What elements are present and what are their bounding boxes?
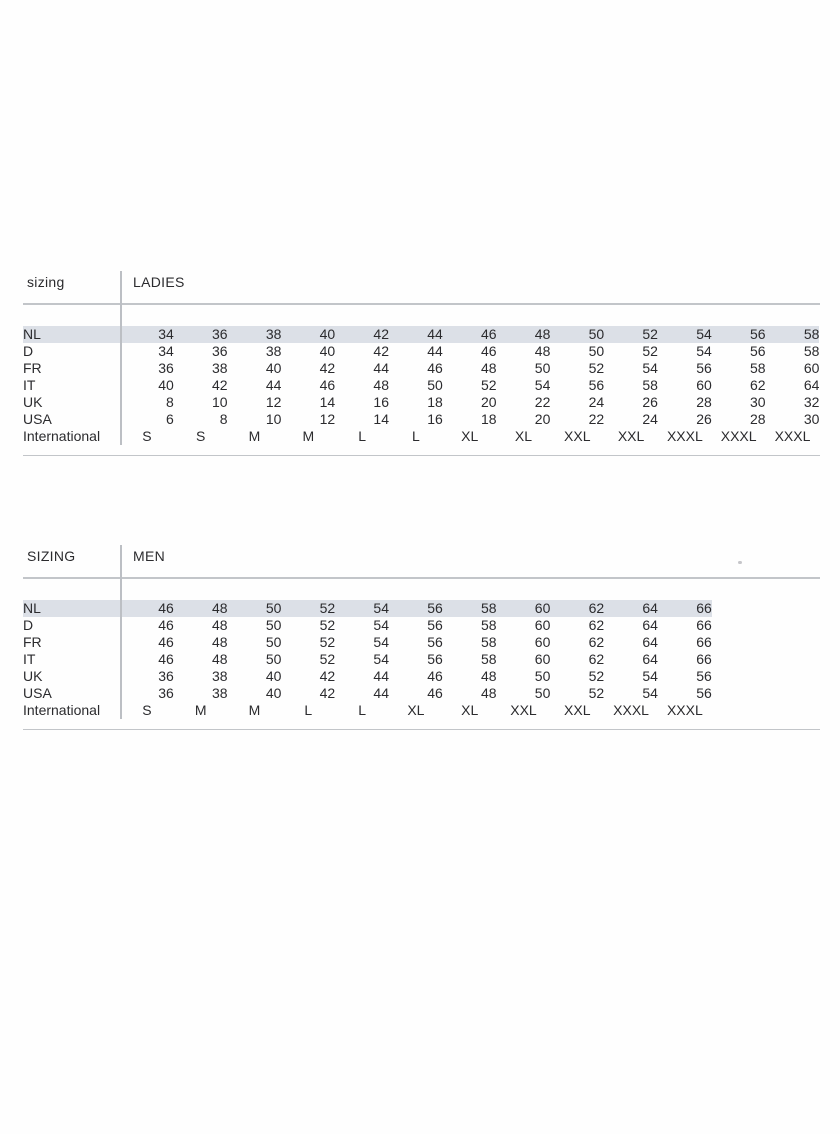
size-cell: 58 <box>749 359 766 376</box>
row-label: NL <box>23 326 120 343</box>
size-cell: 38 <box>212 667 228 684</box>
size-cell: 58 <box>443 600 497 617</box>
size-cell: 14 <box>373 410 389 427</box>
size-cell: 54 <box>335 600 389 617</box>
size-cell: 44 <box>427 342 443 359</box>
size-cell: 64 <box>642 650 658 667</box>
size-cell: 48 <box>174 600 228 617</box>
size-cell: 56 <box>427 650 443 667</box>
size-cell: 26 <box>642 393 658 410</box>
size-cell: 42 <box>335 326 389 343</box>
size-cell: M <box>302 427 315 444</box>
size-cell: 66 <box>658 600 712 617</box>
size-cell: 10 <box>212 393 228 410</box>
size-cell: 64 <box>642 633 658 650</box>
size-cell: 48 <box>373 376 389 393</box>
table-row <box>23 377 819 394</box>
size-cell: L <box>411 427 420 444</box>
row-label: IT <box>23 650 36 667</box>
size-cell: 48 <box>497 326 551 343</box>
size-cell: 34 <box>120 326 174 343</box>
size-cell: 44 <box>389 326 443 343</box>
size-cell: 58 <box>642 376 658 393</box>
size-cell: M <box>248 427 261 444</box>
size-cell: 42 <box>319 359 336 376</box>
size-cell: 20 <box>534 410 551 427</box>
size-cell: 50 <box>588 342 605 359</box>
size-cell: 28 <box>749 410 766 427</box>
size-cell: 60 <box>696 376 712 393</box>
size-cell: 50 <box>265 650 282 667</box>
table-group-title: LADIES <box>133 274 185 290</box>
size-cell: 38 <box>265 342 282 359</box>
size-cell: XL <box>461 701 479 718</box>
men-table-header <box>23 545 820 577</box>
size-cell: 44 <box>373 667 389 684</box>
table-row <box>23 685 712 702</box>
size-cell: 46 <box>427 667 443 684</box>
size-cell: XL <box>514 427 533 444</box>
size-cell: 36 <box>158 667 174 684</box>
size-cell: 56 <box>389 600 443 617</box>
size-cell: 38 <box>228 326 282 343</box>
size-cell: 42 <box>373 342 389 359</box>
table-row <box>23 634 712 651</box>
size-cell: 38 <box>212 359 228 376</box>
row-label: International <box>23 427 101 444</box>
size-cell: 32 <box>803 393 820 410</box>
row-label: NL <box>23 600 120 617</box>
size-cell: 42 <box>319 667 336 684</box>
size-cell: 52 <box>588 667 605 684</box>
size-cell: 46 <box>158 650 174 667</box>
size-cell: XXL <box>617 427 645 444</box>
table-row <box>23 651 712 668</box>
size-cell: 64 <box>803 376 820 393</box>
size-cell: 12 <box>319 410 336 427</box>
size-cell: 58 <box>766 326 820 343</box>
size-cell: 30 <box>749 393 766 410</box>
size-cell: 48 <box>212 616 228 633</box>
table-group-title: MEN <box>133 548 166 564</box>
size-cell: 8 <box>166 393 174 410</box>
table-row <box>23 360 819 377</box>
size-cell: 52 <box>319 616 336 633</box>
size-cell: 36 <box>174 326 228 343</box>
table-label: sizing <box>27 274 65 290</box>
size-cell: 46 <box>158 633 174 650</box>
size-cell: 36 <box>158 684 174 701</box>
size-cell: 44 <box>373 359 389 376</box>
table-row <box>23 326 819 343</box>
table-row <box>23 702 712 719</box>
table-row <box>23 411 819 428</box>
size-cell: 58 <box>803 342 820 359</box>
size-cell: 54 <box>373 650 389 667</box>
size-cell: 6 <box>166 410 174 427</box>
ladies-size-table <box>23 326 819 445</box>
size-cell: 56 <box>427 616 443 633</box>
size-cell: 48 <box>534 342 551 359</box>
size-cell: 64 <box>642 616 658 633</box>
size-cell: 56 <box>588 376 605 393</box>
ladies-table-header <box>23 271 820 303</box>
size-cell: 44 <box>265 376 282 393</box>
table-row <box>23 617 712 634</box>
size-cell: 52 <box>319 633 336 650</box>
size-cell: 52 <box>588 359 605 376</box>
size-cell: 20 <box>481 393 497 410</box>
size-cell: 16 <box>373 393 389 410</box>
table-row <box>23 668 712 685</box>
size-cell: 62 <box>550 600 604 617</box>
size-cell: 54 <box>658 326 712 343</box>
spacer <box>23 579 820 600</box>
size-cell: 40 <box>265 667 282 684</box>
row-label: International <box>23 701 101 718</box>
size-cell: 66 <box>696 616 712 633</box>
size-cell: 8 <box>219 410 228 427</box>
size-cell: 60 <box>534 616 551 633</box>
size-cell: 54 <box>534 376 551 393</box>
size-cell: 46 <box>427 684 443 701</box>
size-cell: 40 <box>319 342 336 359</box>
size-cell: 54 <box>373 633 389 650</box>
size-cell: M <box>248 701 261 718</box>
size-cell: 48 <box>212 650 228 667</box>
size-cell: 54 <box>373 616 389 633</box>
size-cell: 56 <box>712 326 766 343</box>
size-cell: 46 <box>120 600 174 617</box>
size-cell: 48 <box>481 667 497 684</box>
size-cell: 46 <box>319 376 336 393</box>
bottom-rule <box>23 455 820 457</box>
size-cell: 54 <box>696 342 712 359</box>
size-cell: 22 <box>588 410 605 427</box>
size-cell: L <box>304 701 313 718</box>
size-cell: 66 <box>696 650 712 667</box>
size-cell: 52 <box>319 650 336 667</box>
size-cell: 56 <box>696 684 712 701</box>
scan-speck <box>738 561 742 564</box>
table-label: SIZING <box>27 548 76 564</box>
size-cell: 36 <box>212 342 228 359</box>
size-cell: 24 <box>642 410 658 427</box>
size-cell: 52 <box>281 600 335 617</box>
row-label: IT <box>23 376 36 393</box>
size-cell: 40 <box>265 684 282 701</box>
size-cell: 28 <box>696 393 712 410</box>
size-cell: 50 <box>265 616 282 633</box>
row-label: UK <box>23 393 43 410</box>
table-row <box>23 394 819 411</box>
size-cell: 62 <box>588 650 605 667</box>
size-cell: XXXL <box>720 427 757 444</box>
size-cell: 60 <box>534 633 551 650</box>
size-cell: 58 <box>481 633 497 650</box>
size-cell: 46 <box>481 342 497 359</box>
size-cell: 48 <box>481 359 497 376</box>
table-row <box>23 600 712 617</box>
size-cell: 50 <box>534 667 551 684</box>
size-cell: 60 <box>803 359 820 376</box>
size-cell: 60 <box>534 650 551 667</box>
size-cell: 52 <box>481 376 497 393</box>
size-cell: S <box>196 427 206 444</box>
size-cell: 56 <box>696 667 712 684</box>
size-cell: 12 <box>265 393 282 410</box>
table-row <box>23 343 819 360</box>
size-cell: 60 <box>497 600 551 617</box>
row-label: FR <box>23 359 42 376</box>
size-cell: 50 <box>534 359 551 376</box>
size-cell: 40 <box>281 326 335 343</box>
size-cell: 52 <box>588 684 605 701</box>
size-cell: 48 <box>481 684 497 701</box>
size-cell: 44 <box>373 684 389 701</box>
size-cell: 14 <box>319 393 336 410</box>
size-cell: 16 <box>427 410 443 427</box>
men-size-table <box>23 600 712 719</box>
spacer <box>23 305 820 326</box>
row-label: USA <box>23 684 52 701</box>
size-cell: 62 <box>588 633 605 650</box>
size-cell: 46 <box>443 326 497 343</box>
size-cell: 64 <box>604 600 658 617</box>
size-cell: 38 <box>212 684 228 701</box>
size-cell: L <box>358 427 366 444</box>
size-cell: 54 <box>642 667 658 684</box>
size-cell: 40 <box>158 376 174 393</box>
size-cell: 54 <box>642 359 658 376</box>
men-sizing-section <box>23 545 820 730</box>
size-cell: 62 <box>588 616 605 633</box>
size-cell: XXXL <box>774 427 811 444</box>
ladies-sizing-section <box>23 271 820 456</box>
size-cell: L <box>358 701 366 718</box>
size-cell: 26 <box>696 410 712 427</box>
size-cell: 52 <box>604 326 658 343</box>
size-cell: 56 <box>696 359 712 376</box>
size-cell: 56 <box>427 633 443 650</box>
row-label: UK <box>23 667 43 684</box>
size-cell: XXL <box>564 427 591 444</box>
size-cell: 40 <box>265 359 282 376</box>
size-cell: 18 <box>427 393 443 410</box>
size-cell: 46 <box>427 359 443 376</box>
row-label: USA <box>23 410 52 427</box>
size-cell: 42 <box>212 376 228 393</box>
size-cell: 36 <box>158 359 174 376</box>
size-cell: 66 <box>696 633 712 650</box>
size-cell: M <box>194 701 207 718</box>
size-cell: XXXL <box>666 427 703 444</box>
size-cell: S <box>142 701 152 718</box>
bottom-rule <box>23 729 820 731</box>
size-cell: XXL <box>564 701 591 718</box>
size-cell: 58 <box>481 616 497 633</box>
size-cell: 46 <box>158 616 174 633</box>
size-cell: 30 <box>803 410 820 427</box>
size-cell: 50 <box>534 684 551 701</box>
size-cell: 50 <box>427 376 443 393</box>
size-cell: 22 <box>534 393 551 410</box>
size-cell: XL <box>407 701 425 718</box>
size-cell: 50 <box>265 633 282 650</box>
size-cell: 34 <box>158 342 174 359</box>
size-cell: 62 <box>749 376 766 393</box>
row-label: FR <box>23 633 42 650</box>
row-label: D <box>23 342 34 359</box>
size-cell: XXXL <box>613 701 649 718</box>
size-cell: 50 <box>550 326 604 343</box>
size-cell: S <box>142 427 152 444</box>
size-cell: 10 <box>265 410 282 427</box>
size-cell: 52 <box>642 342 658 359</box>
size-cell: 50 <box>228 600 282 617</box>
size-cell: 48 <box>212 633 228 650</box>
size-cell: 24 <box>588 393 605 410</box>
size-cell: 42 <box>319 684 336 701</box>
size-cell: 18 <box>481 410 497 427</box>
size-cell: 54 <box>642 684 658 701</box>
table-row <box>23 428 819 445</box>
size-cell: XXL <box>510 701 537 718</box>
size-cell: 56 <box>749 342 766 359</box>
size-cell: 58 <box>481 650 497 667</box>
size-cell: XXXL <box>666 701 703 718</box>
size-cell: XL <box>461 427 479 444</box>
row-label: D <box>23 616 34 633</box>
